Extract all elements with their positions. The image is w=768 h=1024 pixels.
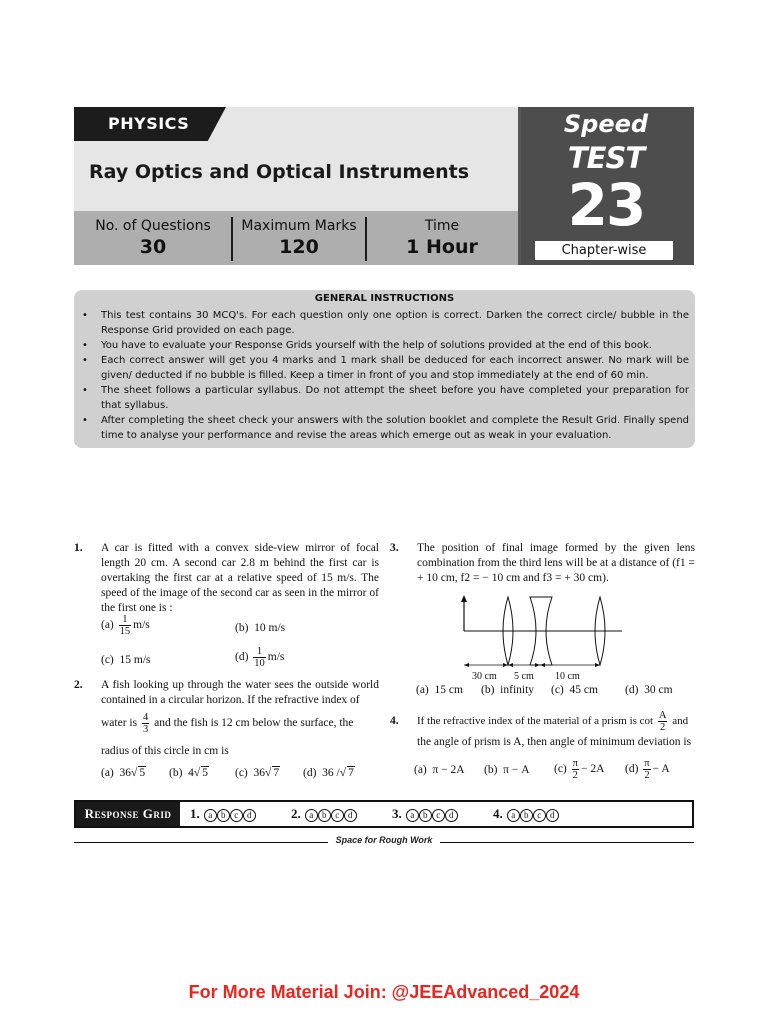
fraction [119,614,132,637]
meta-marks [232,211,366,265]
lens-combination-diagram [452,593,632,685]
question-3-options [416,684,696,702]
answer-bubble[interactable]: d [243,809,256,822]
instruction-item: • Each correct answer will get you 4 marks and 1 mark shall be deduced for each incorrect answer. No mark will be given/ deducted if no bubble is filled. Keep a timer in front of you and stop immediately at the end of 60 min. [80,353,689,383]
option-d[interactable]: (d) 36 /√ 7 [303,767,354,779]
answer-bubble[interactable]: c [432,809,445,822]
fraction [572,758,579,781]
answer-bubble[interactable]: b [217,809,230,822]
option-d[interactable] [235,646,284,669]
dimension-arrow-icon [464,663,469,667]
option-label: (d) [625,684,639,696]
question-2-options [101,766,381,786]
option-value: 15 m/s [119,654,151,666]
fraction [643,758,650,781]
fraction [658,710,668,733]
option-label: (b) [484,764,498,776]
test-header [74,107,694,265]
dimension-arrow-icon [535,663,540,667]
denominator: 2 [644,770,650,781]
answer-bubble[interactable]: c [230,809,243,822]
instruction-item: • This test contains 30 MCQ's. For each question only one option is correct. Darken the correct circle/ bubble in the Response Grid provided on each page. [80,308,689,338]
response-number: 3. [392,806,402,821]
badge-speed-word: Speed [563,110,649,138]
option-b[interactable] [484,764,530,776]
answer-bubble[interactable]: d [445,809,458,822]
response-row-2 [291,803,357,825]
option-label: (b) [169,767,183,779]
numerator: 1 [119,614,132,626]
fraction [142,712,149,735]
option-c[interactable] [554,758,604,781]
meta-marks-label: Maximum Marks [241,218,357,234]
radicand: 7 [348,767,354,779]
meta-time [366,211,518,265]
meta-marks-value: 120 [279,236,319,258]
question-text: and the fish is 12 cm below the surface, the [154,717,354,730]
numerator: π [572,758,578,769]
response-number: 4. [493,806,503,821]
question-text-part: If the refractive index of the material of a prism is cot [417,715,654,728]
option-c[interactable]: (c) 36√ 7 [235,767,280,779]
option-label: (b) [481,684,495,696]
option-label: (c) [101,654,114,666]
option-c[interactable] [551,684,598,696]
option-label: (a) [414,764,427,776]
divider-line [74,842,328,843]
denominator: 2 [660,722,666,733]
answer-bubble[interactable]: b [419,809,432,822]
numerator: 4 [142,712,149,723]
option-label: (d) [303,767,317,779]
option-label: (a) [101,619,114,632]
option-b[interactable] [481,684,534,696]
answer-bubble[interactable]: d [344,809,357,822]
question-text: water is [101,717,138,730]
option-value: π − 2A [432,764,465,776]
denominator: 2 [572,770,578,781]
badge-type-label: Chapter-wise [535,241,673,260]
option-unit: m/s [133,619,150,632]
option-label: (b) [235,622,249,634]
option-value: − 2A [580,763,605,776]
question-text: radius of this circle in cm is [101,745,229,757]
option-value: π − A [503,764,530,776]
rough-work-divider [74,834,694,850]
meta-questions-value: 30 [139,236,167,258]
option-b[interactable] [235,622,285,634]
option-coefficient: 36 [253,767,266,779]
meta-time-value: 1 Hour [406,236,478,258]
question-1-options [101,612,381,676]
question-2-line-2 [101,712,379,746]
option-label: (a) [416,684,429,696]
question-3 [390,541,695,591]
subject-bar [74,107,518,141]
option-value: infinity [500,684,535,696]
badge-test-word: TEST [567,141,645,175]
question-4 [390,710,695,736]
option-c[interactable] [101,654,151,666]
rough-work-label: Space for Rough Work [335,835,433,845]
answer-bubble[interactable]: c [533,809,546,822]
speed-test-badge [518,107,694,265]
option-label: (c) [235,767,248,779]
radicand: 5 [139,767,146,779]
question-4-options [414,758,696,786]
instruction-item: • The sheet follows a particular syllabus. Do not attempt the sheet before you have completed your preparation for that syllabus. [80,383,689,413]
badge-test-number: 23 [567,171,645,239]
option-value: 15 cm [434,684,463,696]
answer-bubble[interactable]: a [204,809,217,822]
option-a[interactable]: (a) 36√ 5 [101,767,146,779]
response-number: 2. [291,806,301,821]
subject-label: PHYSICS [108,114,190,133]
option-label: (c) [551,684,564,696]
response-grid [74,800,694,828]
option-a[interactable] [101,614,150,637]
option-value: 10 m/s [254,622,286,634]
question-text: A fish looking up through the water sees the outside world contained in a circular horizon. If the refractive index of [101,679,379,706]
option-label: (d) [625,763,639,776]
instructions-list [80,308,689,443]
meta-time-label: Time [424,218,460,234]
radicand: 7 [273,767,280,779]
option-value: 30 cm [644,684,673,696]
question-number: 2. [74,679,83,691]
question-4-line-2: the angle of prism is A, then angle of minimum deviation is [417,736,692,748]
answer-bubble[interactable]: a [305,809,318,822]
general-instructions [74,290,695,448]
response-number: 1. [190,806,200,821]
option-b[interactable]: (b) 4√ 5 [169,767,208,779]
answer-bubble[interactable]: d [546,809,559,822]
divider-line [440,842,694,843]
instruction-item: • After completing the sheet check your answers with the solution booklet and complete the Result Grid. Finally spend time to analyse your performance and revise the areas which emerge out as weak in your evaluation. [80,413,689,443]
answer-bubble[interactable]: b [318,809,331,822]
meta-questions-label: No. of Questions [95,218,211,234]
dimension-arrow-icon [540,663,545,667]
option-value: 45 cm [569,684,598,696]
footer-promo: For More Material Join: @JEEAdvanced_2024 [188,982,580,1002]
chapter-title: Ray Optics and Optical Instruments [89,161,470,183]
option-coefficient: 36 [119,767,132,779]
question-text: A car is fitted with a convex side-view mirror of focal length 20 cm. A second car 2.8 m behind the first car is overtaking the first car at a relative speed of 15 m/s. The speed of the image of the second car as seen in the mirror of the first one is : [101,542,379,614]
fraction [253,646,266,669]
dimension-label-1: 30 cm [472,671,497,682]
question-1 [74,541,379,621]
option-coefficient: 4 [188,767,194,779]
question-number: 3. [390,542,399,554]
question-text: The position of final image formed by the given lens combination from the third lens will be at a distance of (f1 = + 10 cm, f2 = − 10 cm and f3 = + 30 cm). [417,542,695,584]
instruction-item: • You have to evaluate your Response Grids yourself with the help of solutions provided at the end of this book. [80,338,689,353]
option-label: (a) [101,767,114,779]
numerator: π [644,758,650,769]
test-meta-row [74,211,518,265]
dimension-label-3: 10 cm [555,671,580,682]
option-label: (c) [554,763,567,776]
answer-bubble[interactable]: a [507,809,520,822]
option-unit: m/s [267,651,285,664]
dimension-label-2: 5 cm [514,671,534,682]
option-d[interactable] [625,684,673,696]
option-d[interactable] [625,758,670,781]
arrowhead-icon [461,595,467,602]
answer-bubble[interactable]: c [331,809,344,822]
instructions-title: GENERAL INSTRUCTIONS [314,293,455,304]
response-row-4 [493,803,559,825]
option-a[interactable] [416,684,463,696]
numerator: A [658,710,667,721]
header-info-panel [74,107,518,265]
denominator: 10 [254,658,265,669]
question-text-part: and [672,715,689,728]
response-row-1 [190,803,256,825]
meta-questions [74,211,232,265]
question-number: 1. [74,542,83,554]
option-a[interactable] [414,764,465,776]
response-row-3 [392,803,458,825]
question-2-line-3 [101,744,379,760]
denominator: 3 [142,724,149,735]
radicand: 5 [202,767,208,779]
question-text [417,710,697,733]
option-label: (d) [235,651,249,664]
response-grid-label [76,802,180,826]
denominator: 15 [119,626,131,637]
answer-bubble[interactable]: a [406,809,419,822]
response-grid-label-text: Response Grid [84,806,172,821]
answer-bubble[interactable]: b [520,809,533,822]
question-number: 4. [390,715,399,727]
numerator: 1 [253,646,266,658]
question-2 [74,678,379,712]
option-coefficient: 36 / [322,767,340,779]
option-value: − A [652,763,670,776]
